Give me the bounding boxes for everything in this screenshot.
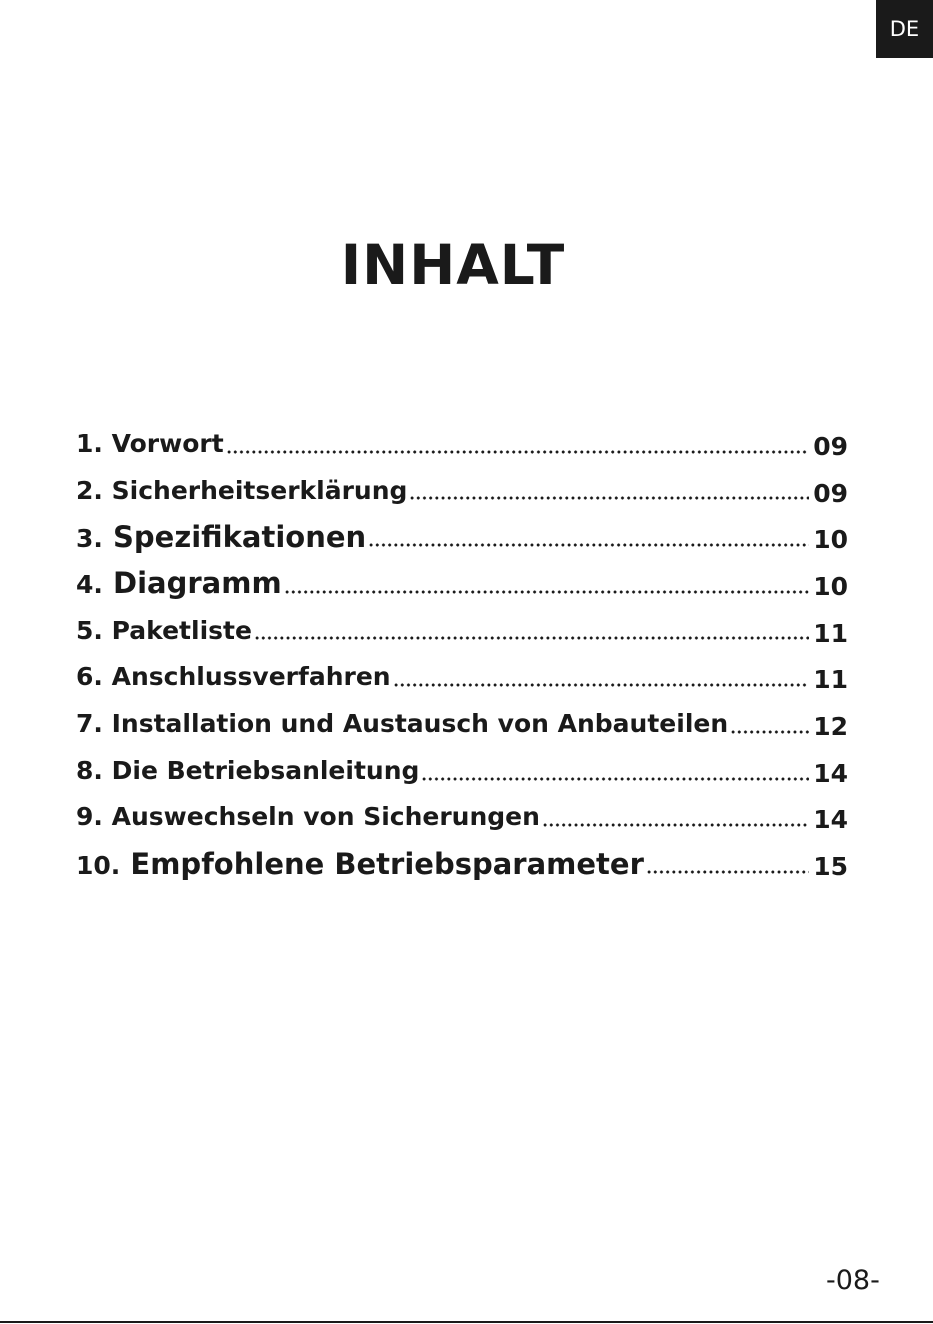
toc-entry-vorwort[interactable] [76, 420, 848, 467]
toc-entry-number: 2. [76, 475, 103, 505]
toc-entry-label: Installation und Austausch von Anbauteilen [111, 708, 729, 738]
toc-leader-dots [542, 814, 809, 828]
toc-leader-dots [368, 534, 809, 548]
toc-entry-title [76, 662, 391, 691]
toc-entry-paketliste[interactable] [76, 607, 848, 654]
toc-entry-title [76, 756, 419, 785]
toc-entry-title [76, 709, 728, 738]
page-title: INHALT [340, 232, 566, 297]
toc-leader-dots [646, 861, 809, 875]
page-number: -08- [826, 1265, 880, 1296]
table-of-contents [76, 420, 848, 887]
toc-entry-page: 14 [813, 805, 848, 835]
toc-entry-betriebsparameter[interactable] [76, 840, 848, 887]
toc-entry-title [76, 520, 366, 554]
toc-entry-title [76, 802, 540, 831]
bottom-divider [0, 1321, 933, 1323]
toc-entry-page: 11 [813, 618, 848, 648]
toc-entry-label: Auswechseln von Sicherungen [111, 802, 540, 832]
toc-leader-dots [409, 487, 809, 501]
toc-entry-number: 3. [76, 523, 103, 553]
toc-leader-dots [393, 674, 810, 688]
toc-entry-spezifikationen[interactable] [76, 513, 848, 560]
toc-entry-installation[interactable] [76, 700, 848, 747]
toc-entry-page: 11 [813, 665, 848, 695]
toc-entry-title [76, 476, 407, 505]
toc-entry-number: 8. [76, 755, 103, 785]
toc-entry-title [76, 566, 282, 600]
toc-entry-label: Vorwort [111, 428, 224, 458]
toc-entry-page: 09 [813, 478, 848, 508]
toc-entry-diagramm[interactable] [76, 560, 848, 607]
toc-entry-label: Anschlussverfahren [111, 662, 391, 692]
toc-entry-label: Spezifikationen [113, 519, 367, 554]
language-tab: DE [876, 0, 933, 58]
toc-entry-anschlussverfahren[interactable] [76, 653, 848, 700]
toc-entry-label: Die Betriebsanleitung [111, 755, 420, 785]
toc-leader-dots [421, 768, 809, 782]
toc-entry-page: 12 [813, 711, 848, 741]
toc-entry-page: 09 [813, 431, 848, 461]
toc-entry-number: 9. [76, 802, 103, 832]
toc-leader-dots [730, 721, 809, 735]
toc-entry-title [76, 429, 224, 458]
toc-leader-dots [284, 581, 810, 595]
toc-entry-number: 1. [76, 428, 103, 458]
toc-entry-page: 14 [813, 758, 848, 788]
toc-entry-sicherungen[interactable] [76, 794, 848, 841]
toc-entry-page: 10 [813, 571, 848, 601]
toc-entry-label: Empfohlene Betriebsparameter [130, 846, 644, 881]
toc-entry-label: Paketliste [111, 615, 252, 645]
toc-entry-number: 7. [76, 708, 103, 738]
toc-leader-dots [226, 441, 810, 455]
toc-entry-page: 10 [813, 525, 848, 555]
toc-leader-dots [254, 627, 809, 641]
toc-entry-betriebsanleitung[interactable] [76, 747, 848, 794]
toc-entry-page: 15 [813, 852, 848, 882]
toc-entry-label: Sicherheitserklärung [111, 475, 408, 505]
toc-entry-number: 6. [76, 662, 103, 692]
toc-entry-sicherheitserklaerung[interactable] [76, 467, 848, 514]
toc-entry-title [76, 616, 252, 645]
toc-entry-number: 5. [76, 615, 103, 645]
toc-entry-title [76, 847, 644, 881]
toc-entry-number: 10. [76, 850, 121, 880]
toc-entry-number: 4. [76, 570, 103, 600]
toc-entry-label: Diagramm [113, 566, 282, 601]
